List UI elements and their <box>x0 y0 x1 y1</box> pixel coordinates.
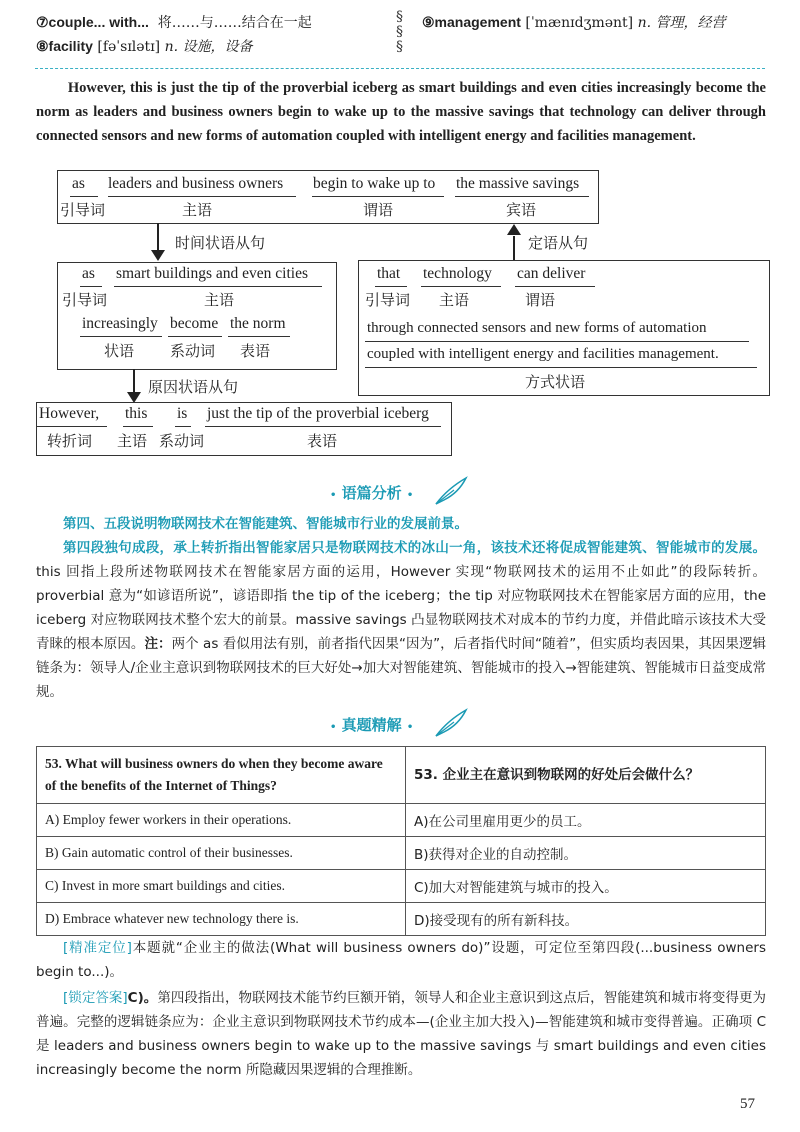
label: 方式状语 <box>525 373 586 391</box>
underline <box>175 426 191 427</box>
underline <box>515 286 595 287</box>
table-row <box>37 837 766 870</box>
underline <box>205 426 441 427</box>
word: smart buildings and even cities <box>116 265 308 282</box>
word: the norm <box>230 315 286 332</box>
label: 主语 <box>439 291 470 309</box>
diagram-box-time-clause <box>57 262 337 370</box>
underline <box>312 196 444 197</box>
option-en: C) Invest in more smart buildings and cities. <box>37 870 406 903</box>
analysis-paragraph: 第四段独句成段，承上转折指出智能家居只是物联网技术的冰山一角，该技术还将促成智能建筑、智能城市的发展。this 回指上段所述物联网技术在智能家居方面的运用，However 实现“物联网技术的运用不止如此”的段际转折。proverbial 意为“如谚语所说”，谚语即指 the tip of the iceberg；the tip 对应物联网技术在智能家居方面的应用，the iceberg 对应物联网技术整个宏大的前景。massive savings 凸显物联网技术对成本的节约力度，并借此暗示该技术大受青睐的根本原因。注：两个 as 看似用法有别，前者指代因果“因为”，后者指代时间“随着”，但实质均表因果，其因果逻辑链条为：领导人/企业主意识到物联网技术的巨大好处→加大对智能建筑、智能城市的投入→智能建筑、智能城市日益变成常规。 <box>36 540 767 700</box>
label: 主语 <box>182 201 213 219</box>
word: just the tip of the proverbial iceberg <box>207 405 429 422</box>
column-divider-icon: § § § <box>396 9 403 55</box>
word: as <box>82 265 95 282</box>
word: as <box>72 175 85 192</box>
analysis-summary: 第四、五段说明物联网技术在智能建筑、智能城市行业的发展前景。 <box>63 516 468 532</box>
underline <box>421 286 501 287</box>
underline <box>123 426 153 427</box>
arrow-down-icon <box>151 250 165 262</box>
option-en: D) Embrace whatever new technology there is. <box>37 903 406 936</box>
vocab-item-9: ⑨management [ˈmænɪdʒmənt] n. 管理，经营 <box>422 14 726 31</box>
section-title-question: • 真题精解 • <box>330 716 414 734</box>
arrow-down-line <box>157 223 159 253</box>
label: 引导词 <box>62 291 108 309</box>
vocab-item-8: ⑧facility [fəˈsɪlətɪ] n. 设施，设备 <box>36 38 253 55</box>
label: 主语 <box>117 432 148 450</box>
question-table <box>36 746 766 936</box>
page-number: 57 <box>740 1096 755 1112</box>
underline <box>455 196 589 197</box>
question-zh: 53. 企业主在意识到物联网的好处后会做什么？ <box>406 747 766 804</box>
word: technology <box>423 265 492 282</box>
underline <box>108 196 296 197</box>
word: this <box>125 405 148 422</box>
locate-paragraph: [精准定位]本题就“企业主的做法(What will business owners do)”设题，可定位至第四段(...business owners begin to...)。 <box>36 940 766 980</box>
option-zh: D)接受现有的所有新科技。 <box>406 903 766 936</box>
vocab-item-7: ⑦couple... with... 将……与……结合在一起 <box>36 14 312 31</box>
word: that <box>377 265 401 282</box>
label: 宾语 <box>506 201 537 219</box>
underline <box>70 196 98 197</box>
feather-pen-icon <box>432 708 470 738</box>
option-zh: B)获得对企业的自动控制。 <box>406 837 766 870</box>
word: coupled with intelligent energy and facilities management. <box>367 346 719 362</box>
underline <box>365 341 749 342</box>
underline <box>365 367 757 368</box>
table-row <box>37 804 766 837</box>
question-en: 53. What will business owners do when they become aware of the benefits of the Internet of Things? <box>37 747 406 804</box>
word: can deliver <box>517 265 586 282</box>
label: 表语 <box>307 432 338 450</box>
word: the massive savings <box>456 175 580 192</box>
diagram-box-attributive-clause <box>358 260 770 396</box>
underline <box>80 336 162 337</box>
underline <box>375 286 407 287</box>
label: 状语 <box>104 342 135 360</box>
label: 系动词 <box>170 342 216 360</box>
word: increasingly <box>82 315 158 332</box>
label: 系动词 <box>159 432 205 450</box>
option-zh: A)在公司里雇用更少的员工。 <box>406 804 766 837</box>
word: become <box>170 315 219 332</box>
diagram-box-main-sentence <box>36 402 452 456</box>
option-zh: C)加大对智能建筑与城市的投入。 <box>406 870 766 903</box>
answer-paragraph: [锁定答案]C)。第四段指出，物联网技术能节约巨额开销，领导人和企业主意识到这点后，智能建筑和城市将变得更为普遍。完整的逻辑链条应为：企业主意识到物联网技术节约成本—(企业主加大投入)—智能建筑和城市变得普遍。正确项 C 是 leaders and business owners begin to wake up to the massive savings 与 smart buildings and even cities increasingly become the norm 所隐藏因果逻辑的合理推断。 <box>36 990 766 1078</box>
word: begin to wake up to <box>313 175 436 192</box>
word: However, <box>39 405 100 422</box>
word: leaders and business owners <box>108 175 284 192</box>
underline <box>37 426 107 427</box>
underline <box>228 336 290 337</box>
table-row <box>37 747 766 804</box>
underline <box>80 286 102 287</box>
label: 引导词 <box>60 201 106 219</box>
option-en: B) Gain automatic control of their businesses. <box>37 837 406 870</box>
arrow-label-time: 时间状语从句 <box>175 234 266 252</box>
underline <box>168 336 222 337</box>
label: 引导词 <box>365 291 411 309</box>
passage-text: However, this is just the tip of the proverbial iceberg as smart buildings and even cities increasingly become the norm as leaders and business owners begin to wake up to the massive savings that technology can deliver through connected sensors and new forms of automation coupled with intelligent energy and facilities management. <box>36 80 766 144</box>
table-row <box>37 903 766 936</box>
label: 转折词 <box>47 432 93 450</box>
arrow-label-reason: 原因状语从句 <box>148 378 239 396</box>
option-en: A) Employ fewer workers in their operations. <box>37 804 406 837</box>
word: is <box>177 405 188 422</box>
feather-pen-icon <box>432 476 470 506</box>
underline <box>114 286 322 287</box>
section-title-analysis: • 语篇分析 • <box>330 484 414 502</box>
diagram-box-main-clause <box>57 170 599 224</box>
label: 表语 <box>240 342 271 360</box>
dashed-divider <box>35 68 765 69</box>
arrow-up-line <box>513 236 515 262</box>
arrow-label-attributive: 定语从句 <box>528 234 589 252</box>
table-row <box>37 870 766 903</box>
word: through connected sensors and new forms of automation <box>367 320 707 336</box>
arrow-up-icon <box>507 224 521 236</box>
label: 谓语 <box>363 201 394 219</box>
label: 谓语 <box>525 291 556 309</box>
label: 主语 <box>204 291 235 309</box>
